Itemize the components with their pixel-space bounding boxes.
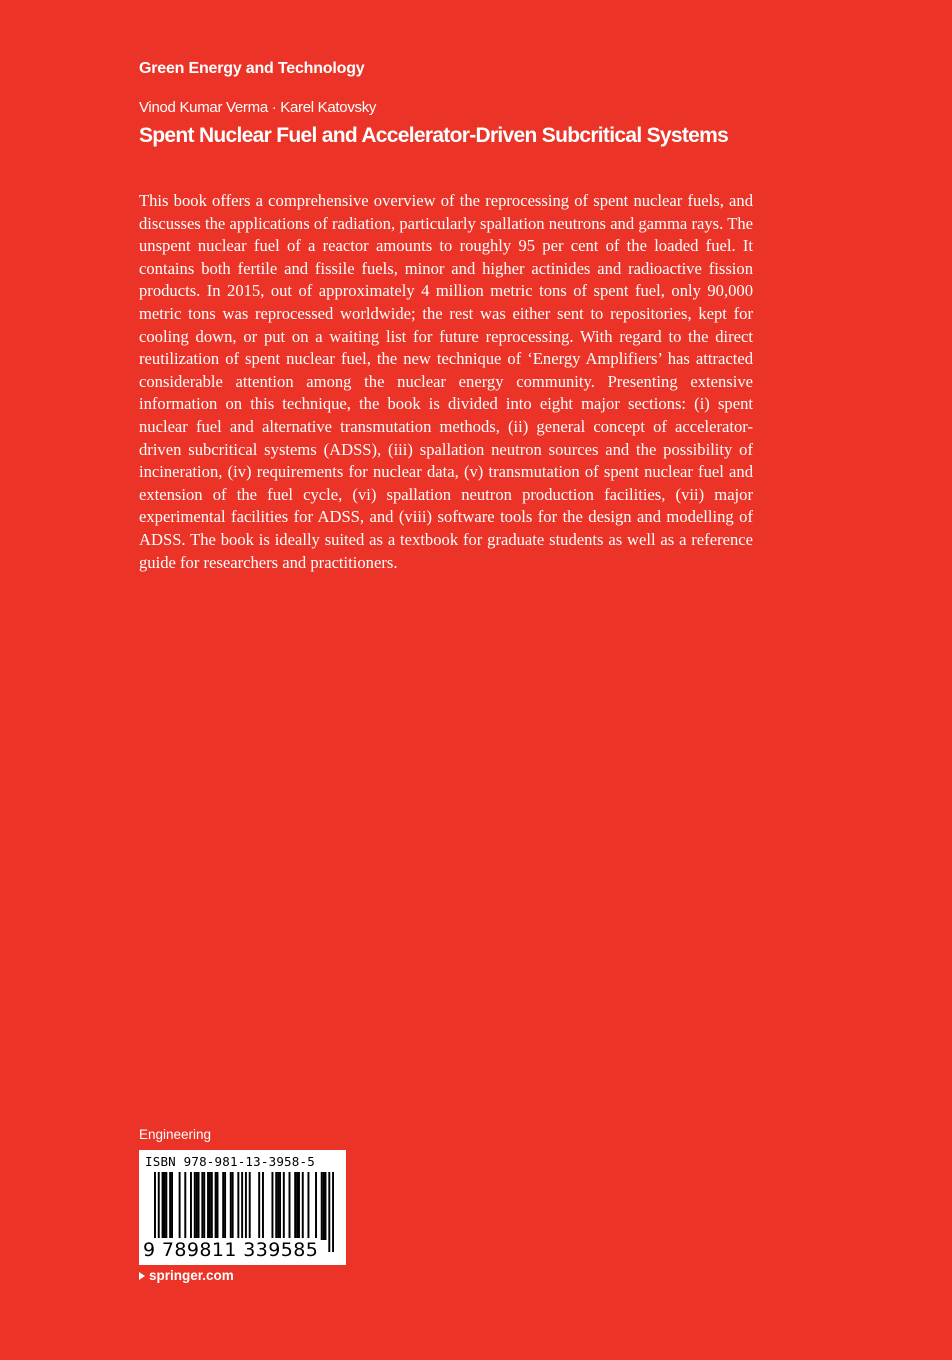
barcode-bar [232, 1172, 234, 1240]
barcode-bar [190, 1172, 192, 1240]
barcode-bar [201, 1172, 203, 1240]
barcode-bar [203, 1172, 205, 1240]
barcode-bar [209, 1172, 211, 1240]
barcode-bar [217, 1172, 219, 1240]
barcode-bar [277, 1172, 279, 1240]
barcode-bar [184, 1172, 186, 1240]
barcode-bar [169, 1172, 171, 1240]
barcode-bar [194, 1172, 196, 1240]
barcode-bar [207, 1172, 209, 1240]
barcode-bar [321, 1172, 323, 1240]
publisher-website-label: springer.com [149, 1268, 234, 1283]
barcode-bar [315, 1172, 317, 1240]
barcode-bar [323, 1172, 325, 1240]
barcode-digits: 9 789811 339585 [143, 1239, 319, 1261]
publisher-website-link[interactable] [139, 1268, 234, 1283]
barcode-bar [165, 1172, 167, 1240]
subject-category: Engineering [139, 1127, 212, 1142]
barcode-bar [224, 1172, 226, 1240]
arrow-right-icon [139, 1272, 145, 1280]
barcode-bar [325, 1172, 327, 1240]
barcode-bar [294, 1172, 296, 1240]
barcode-bar [215, 1172, 217, 1240]
barcode-bar [249, 1172, 251, 1240]
barcode-bar [163, 1172, 165, 1240]
book-title: Spent Nuclear Fuel and Accelerator-Driven Subcritical Systems [139, 124, 729, 147]
barcode-bar [171, 1172, 173, 1240]
barcode-bar [302, 1172, 304, 1240]
barcode-bar [328, 1172, 330, 1252]
barcode-bar [162, 1172, 164, 1240]
author-names: Vinod Kumar Verma · Karel Katovsky [139, 99, 377, 116]
isbn-barcode [139, 1150, 346, 1265]
barcode-bar [237, 1172, 239, 1240]
barcode-bar [298, 1172, 300, 1240]
barcode-bar [307, 1172, 309, 1240]
barcode-bar [258, 1172, 260, 1240]
barcode-bar [211, 1172, 213, 1240]
barcode-bar [332, 1172, 334, 1252]
book-description: This book offers a comprehensive overview of the reprocessing of spent nuclear fuels, and discusses the applications of radiation, particularly spallation neutrons and gamma rays. The unspent nuclear fuel of a reactor amounts to roughly 95 per cent of the loaded fuel. It contains both fertile and fissile fuels, minor and higher actinides and radioactive fission products. In 2015, out of approximately 4 million metric tons of spent fuel, only 90,000 metric tons was reprocessed worldwide; the rest was either sent to repositories, kept for cooling down, or put on a waiting list for future reprocessing. With regard to the direct reutilization of spent nuclear fuel, the new technique of ‘Energy Amplifiers’ has attracted considerable attention among the nuclear energy community. Presenting extensive information on this technique, the book is divided into eight major sections: (i) spent nuclear fuel and alternative transmutation methods, (ii) general concept of accelerator-driven subcritical systems (ADSS), (iii) spallation neutron sources and the possibility of incineration, (iv) requirements for nuclear data, (v) transmutation of spent nuclear fuel and extension of the fuel cycle, (vi) spallation neutron production facilities, (vii) major experimental facilities for ADSS, and (viii) software tools for the design and modelling of ADSS. The book is ideally suited as a textbook for graduate students as well as a reference guide for researchers and practitioners. [139, 191, 753, 572]
barcode-bar [283, 1172, 285, 1240]
barcode-bar [179, 1172, 181, 1240]
series-name: Green Energy and Technology [139, 60, 365, 77]
barcode-bar [198, 1172, 200, 1240]
barcode-bar [289, 1172, 291, 1240]
barcode-bar [196, 1172, 198, 1240]
isbn-label: ISBN 978-981-13-3958-5 [145, 1154, 315, 1169]
barcode-bar [271, 1172, 273, 1240]
barcode-bar [222, 1172, 224, 1240]
barcode-bar [279, 1172, 281, 1240]
barcode-bar [262, 1172, 264, 1240]
barcode-bar [275, 1172, 277, 1240]
barcode-bar [230, 1172, 232, 1240]
barcode-bar [296, 1172, 298, 1240]
